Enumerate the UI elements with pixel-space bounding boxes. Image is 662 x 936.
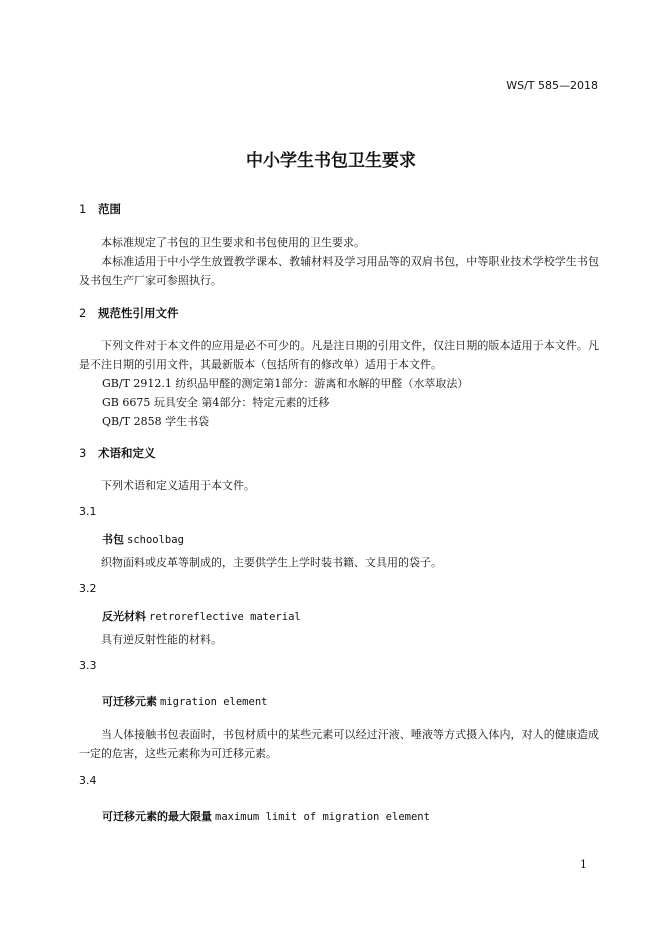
term-definition: 当人体接触书包表面时，书包材质中的某些元素可以经过汗液、唾液等方式摄入体内，对人的健康造成一定的危害，这些元素称为可迁移元素。 [79,728,599,760]
term-heading-retroreflective [102,608,301,624]
section-title: 术语和定义 [98,446,156,460]
term-en: schoolbag [127,534,184,546]
references-paragraph: 下列文件对于本文件的应用是必不可少的。凡是注日期的引用文件，仅注日期的版本适用于本文件。凡是不注日期的引用文件，其最新版本（包括所有的修改单）适用于本文件。 [79,339,599,371]
term-number: 3.1 [79,505,97,518]
section-heading-references [79,305,179,321]
scope-paragraph-2: 本标准适用于中小学生放置教学课本、教辅材料及学习用品等的双肩书包，中等职业技术学校学生书包及书包生产厂家可参照执行。 [79,255,599,287]
term-number: 3.4 [79,774,97,787]
reference-item: GB 6675 玩具安全 第4部分：特定元素的迁移 [102,396,330,409]
term-heading-migration-element [102,693,267,709]
term-definition: 织物面料或皮革等制成的，主要供学生上学时装书籍、文具用的袋子。 [101,556,442,569]
section-number: 2 [79,306,87,320]
section-title: 规范性引用文件 [98,306,179,320]
document-code: WS/T 585—2018 [506,79,598,92]
term-zh: 可迁移元素的最大限量 [102,810,212,823]
term-en: maximum limit of migration element [215,811,430,823]
page-number: 1 [580,858,587,871]
section-number: 1 [79,202,87,216]
term-heading-schoolbag [102,531,184,547]
term-definition: 具有逆反射性能的材料。 [101,633,222,646]
page-title: 中小学生书包卫生要求 [246,151,416,171]
terms-intro-paragraph: 下列术语和定义适用于本文件。 [101,479,255,492]
term-number: 3.3 [79,659,97,672]
term-zh: 可迁移元素 [102,695,157,708]
term-number: 3.2 [79,582,97,595]
term-heading-max-limit [102,808,430,824]
reference-item: QB/T 2858 学生书袋 [102,415,210,428]
term-en: migration element [160,696,268,708]
section-heading-terms [79,445,156,461]
section-number: 3 [79,446,87,460]
term-en: retroreflective material [149,611,301,623]
reference-item: GB/T 2912.1 纺织品甲醛的测定第1部分：游离和水解的甲醛（水萃取法） [102,377,469,390]
term-zh: 书包 [102,533,124,546]
term-zh: 反光材料 [102,610,146,623]
section-heading-scope [79,201,121,217]
scope-paragraph-1: 本标准规定了书包的卫生要求和书包使用的卫生要求。 [101,236,365,249]
section-title: 范围 [98,202,121,216]
